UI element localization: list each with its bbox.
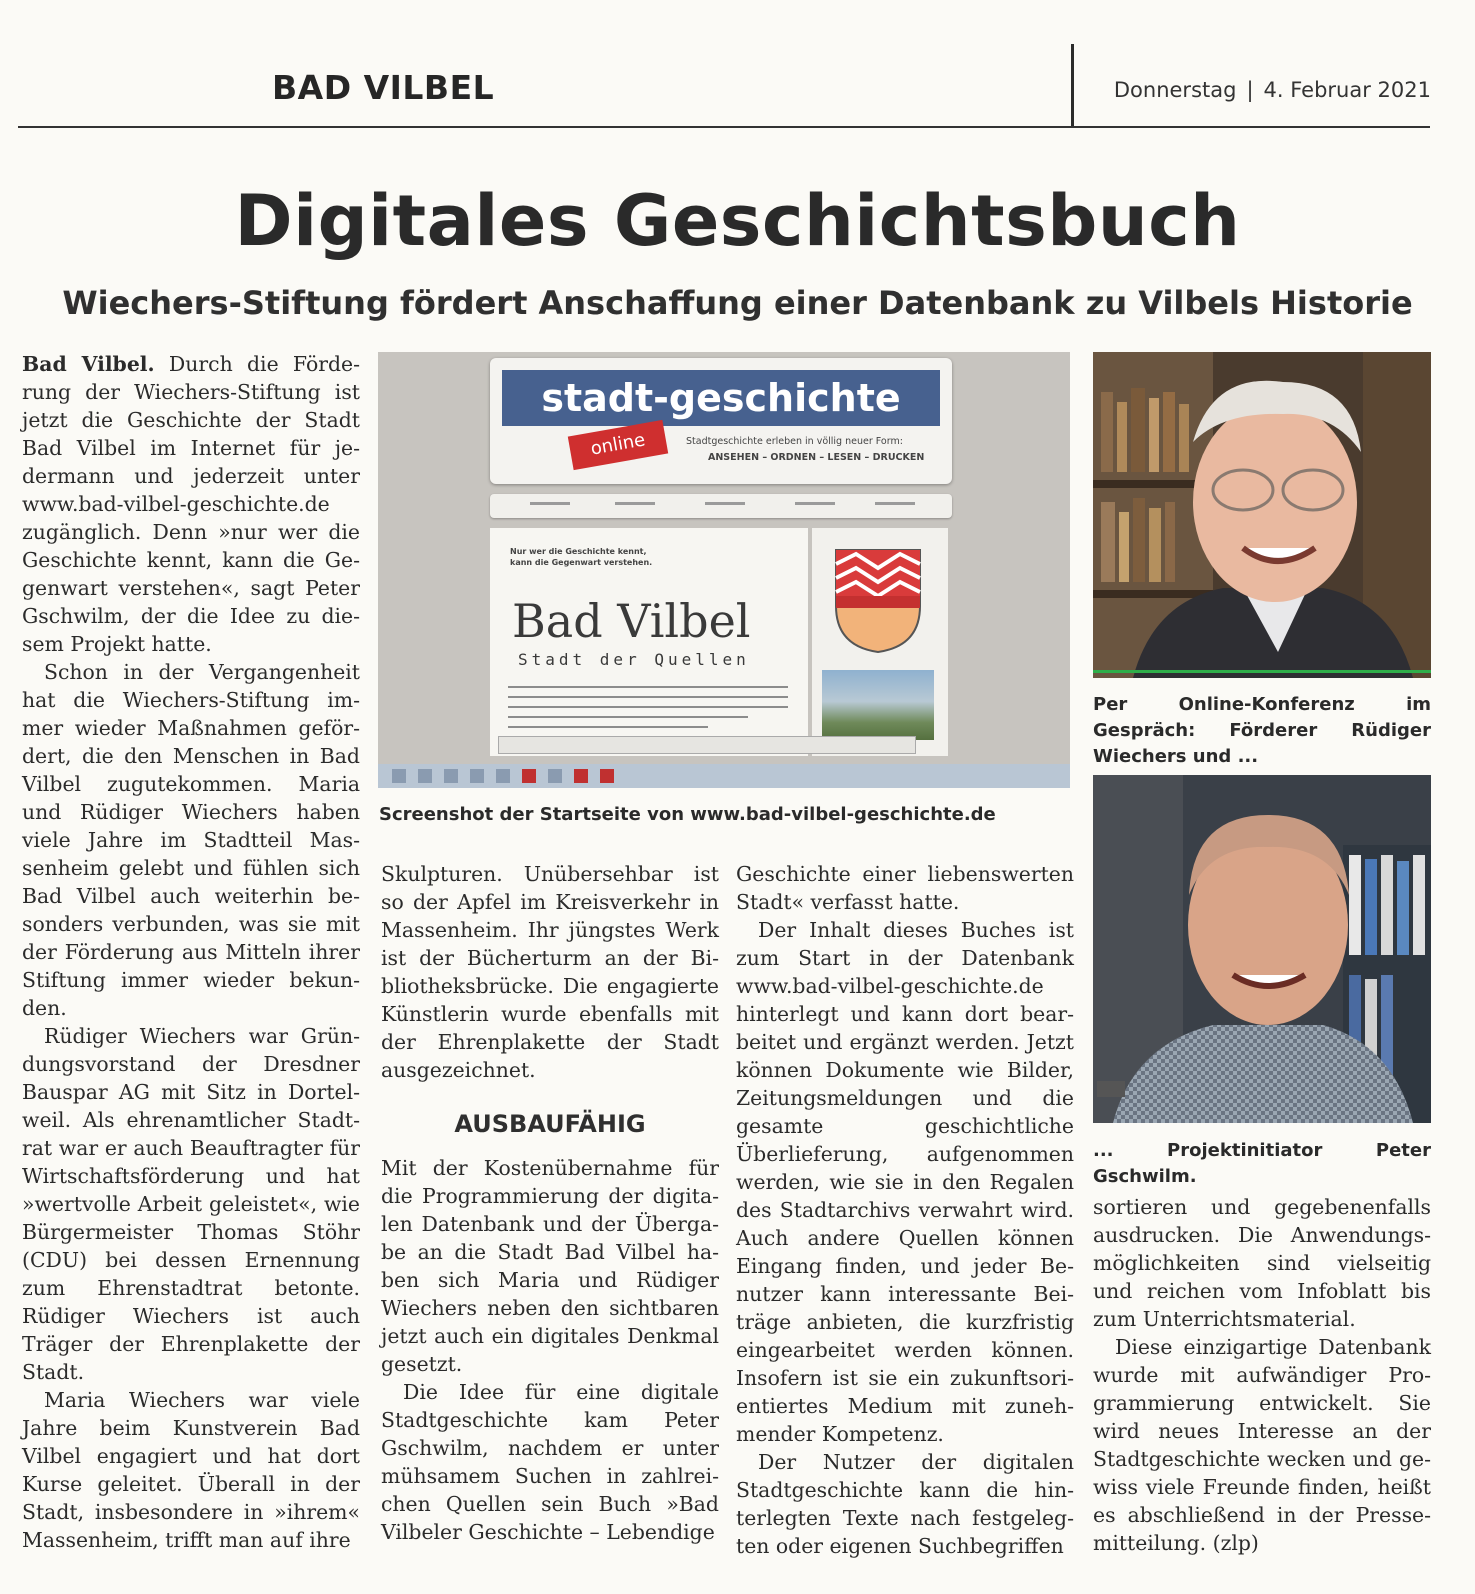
paragraph-text: Durch die Förderung der Wiechers-Stiftung ist jetzt die Geschichte der Stadt Bad Vilbel im Internet für jedermann und jederzeit unter www.bad-vilbel-geschichte.de zugänglich. Denn »nur wer die Geschichte kennt, kann die Gegenwart verstehen«, sagt Peter Gschwilm, der die Idee zu diesem Projekt hatte. <box>22 352 360 656</box>
article-column-2 <box>381 860 719 1546</box>
subheadline: Wiechers-Stiftung fördert Anschaffung einer Datenbank zu Vilbels Historie <box>62 284 1413 322</box>
paragraph: Der Inhalt dieses Buches ist zum Start in der Datenbank www.bad-vilbel-geschichte.de hinterlegt und kann dort bearbeitet und ergänzt werden. Jetzt können Dokumente wie Bilder, Zeitungsmeldungen und die gesamte geschichtliche Überlieferung, aufgenommen werden, wie sie in den Regalen des Stadtarchivs verwahrt wird. Auch andere Quellen können Eingang finden, und jeder Benutzer kann interessante Beiträge anbieten, die kurzfristig eingearbeitet werden können. Insofern ist sie ein zukunftsorientiertes Medium mit zunehmender Kompetenz. <box>736 918 1074 1446</box>
article-column-3 <box>736 860 1074 1560</box>
site-sidebar <box>812 528 948 756</box>
photo-caption-1: Per Online-Konferenz im Gespräch: Förderer Rüdiger Wiechers und ... <box>1093 694 1431 767</box>
site-content <box>490 528 808 756</box>
weekday: Donnerstag <box>1113 78 1237 102</box>
website-screenshot <box>378 352 1070 788</box>
site-quote <box>510 546 652 568</box>
paragraph: Rüdiger Wiechers war Gründungsvorstand der Dresdner Bauspar AG mit Sitz in Dortelweil. Als ehrenamtlicher Stadtrat war er auch Beauftragter für Wirtschaftsförderung und hat »wertvolle Arbeit geleistet«, wie Bürgermeister Thomas Stöhr (CDU) bei dessen Ernennung zum Ehrenstadtrat betonte. Rüdiger Wiechers ist auch Träger der Ehrenplakette der Stadt. <box>22 1024 360 1384</box>
article-column-4 <box>1093 1193 1431 1557</box>
photo-peter-gschwilm <box>1093 775 1431 1123</box>
paragraph: sortieren und gegebenenfalls ausdrucken. Die Anwendungsmöglichkeiten sind vielseitig und reichen vom Infoblatt bis zum Unterrichtsmaterial. <box>1093 1195 1431 1331</box>
site-logo: stadt-geschichte <box>502 370 940 426</box>
paragraph: Maria Wiechers war viele Jahre beim Kunstverein Bad Vilbel engagiert und hat dort Kurse geleitet. Überall in der Stadt, insbesondere in »ihrem« Massenheim, trifft man auf ihre <box>22 1388 360 1552</box>
online-badge: online <box>568 420 668 470</box>
paragraph: Schon in der Vergangenheit hat die Wiechers-Stiftung immer wieder Maßnahmen gefördert, die den Menschen in Bad Vilbel zugutekommen. Maria und Rüdiger Wiechers haben viele Jahre im Stadtteil Massenheim gelebt und fühlen sich Bad Vilbel auch weiterhin besonders verbunden, was sie mit der Förderung aus Mitteln ihrer Stiftung immer wieder bekunden. <box>22 660 360 1020</box>
city-motto: Stadt der Quellen <box>518 650 750 669</box>
date-separator: | <box>1246 78 1254 102</box>
site-tagline-actions: ANSEHEN – ORDNEN – LESEN – DRUCKEN <box>708 452 925 463</box>
header-rule <box>18 126 1430 128</box>
site-quote-line: Nur wer die Geschichte kennt, <box>510 547 647 556</box>
site-quote-line: kann die Gegenwart verstehen. <box>510 558 653 567</box>
section-title: BAD VILBEL <box>272 68 495 107</box>
header-divider <box>1071 44 1074 126</box>
paragraph: Mit der Kostenübernahme für die Programmierung der digitalen Datenbank und der Übergabe an die Stadt Bad Vilbel haben sich Maria und Rüdiger Wiechers neben den sichtbaren jetzt auch ein digitales Denkmal gesetzt. <box>381 1156 719 1376</box>
article-column-1 <box>22 350 360 1554</box>
headline: Digitales Geschichtsbuch <box>234 180 1241 262</box>
site-tagline: Stadtgeschichte erleben in völlig neuer Form: <box>686 436 903 447</box>
screenshot-caption: Screenshot der Startseite von www.bad-vilbel-geschichte.de <box>379 804 996 825</box>
site-photo-thumbnail <box>822 670 934 740</box>
date: 4. Februar 2021 <box>1263 78 1431 102</box>
paragraph: Diese einzigartige Datenbank wurde mit aufwändiger Programmierung entwickelt. Sie wird neues Interesse an der Stadtgeschichte wecken und gewiss viele Freunde finden, heißt es abschließend in der Pressemitteilung. (zlp) <box>1093 1335 1431 1555</box>
coat-of-arms-icon <box>832 546 924 654</box>
paragraph: Skulpturen. Unübersehbar ist so der Apfel im Kreisverkehr in Massenheim. Ihr jüngstes Werk ist der Bücherturm an der Bibliotheksbrücke. Die engagierte Künstlerin wurde ebenfalls mit der Ehrenplakette der Stadt ausgezeichnet. <box>381 862 719 1082</box>
dateline <box>1114 78 1431 102</box>
site-nav-bar <box>490 494 952 518</box>
photo-ruediger-wiechers <box>1093 352 1431 678</box>
taskbar <box>378 764 1070 788</box>
download-bar <box>498 736 916 754</box>
city-wordmark: Bad Vilbel <box>512 594 751 648</box>
paragraph: Geschichte einer liebenswerten Stadt« verfasst hatte. <box>736 862 1074 914</box>
portrait-illustration <box>1093 775 1431 1123</box>
portrait-illustration <box>1093 352 1431 678</box>
dateline-lead: Bad Vilbel. <box>22 352 155 376</box>
paragraph: Die Idee für eine digitale Stadtgeschichte kam Peter Gschwilm, nachdem er unter mühsamem Suchen in zahlreichen Quellen sein Buch »Bad Vilbeler Geschichte – Lebendige <box>381 1380 719 1544</box>
paragraph <box>22 350 360 658</box>
paragraph: Der Nutzer der digitalen Stadtgeschichte kann die hinterlegten Texte nach festgelegten oder eigenen Suchbegriffen <box>736 1450 1074 1558</box>
subheading: AUSBAUFÄHIG <box>454 1110 646 1138</box>
photo-caption-2: ... Projektinitiator Peter Gschwilm. <box>1093 1140 1431 1187</box>
site-header-box <box>490 358 952 484</box>
